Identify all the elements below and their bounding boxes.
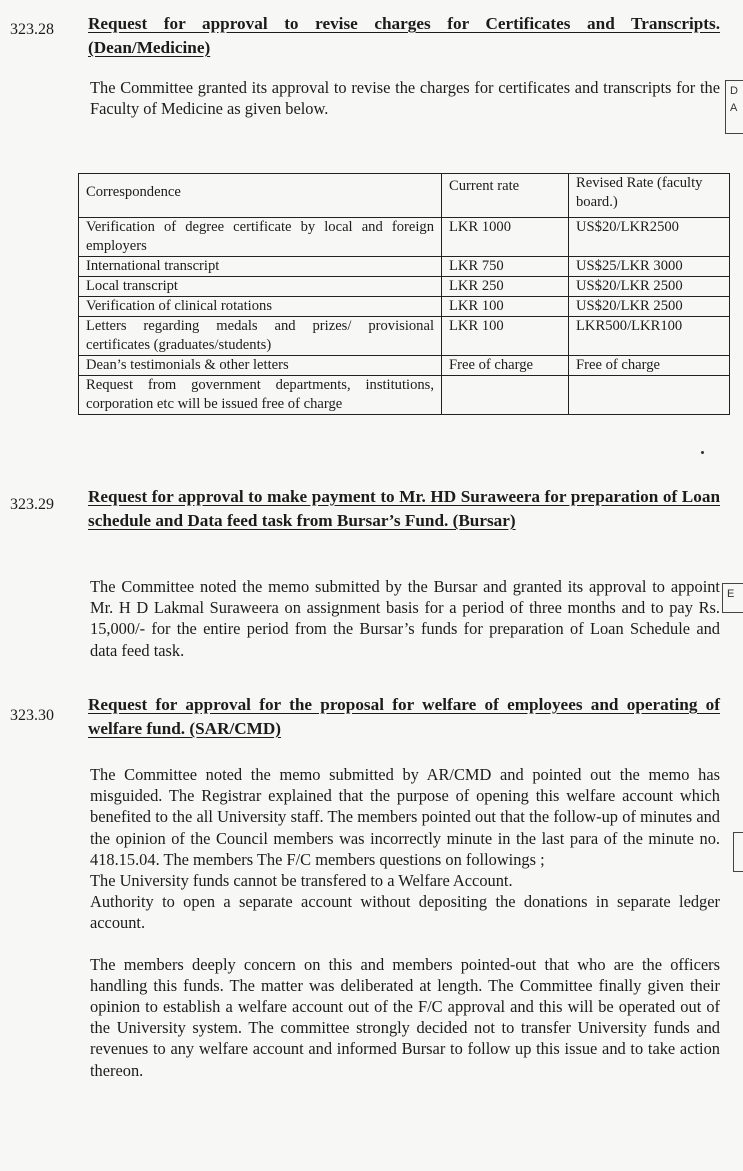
table-cell: LKR 100: [442, 297, 569, 317]
section-number: 323.29: [10, 496, 54, 513]
margin-note: [725, 80, 743, 134]
table-cell: [569, 376, 730, 415]
section-paragraph: [90, 77, 720, 119]
speck-mark: [701, 451, 704, 454]
table-cell: LKR500/LKR100: [569, 317, 730, 356]
table-cell: LKR 100: [442, 317, 569, 356]
margin-note-text: A: [730, 102, 738, 114]
margin-note-text: D: [730, 85, 738, 97]
table-cell: Request from government departments, institutions, corporation etc will be issued free of charge: [79, 376, 442, 415]
charges-table: [78, 173, 730, 415]
table-cell: Verification of clinical rotations: [79, 297, 442, 317]
section-heading: Request for approval for the proposal for welfare of employees and operating of welfare fund. (SAR/CMD): [88, 695, 720, 738]
table-cell: US$25/LKR 3000: [569, 257, 730, 277]
paragraph-text: The members deeply concern on this and members pointed-out that who are the officers handling this funds. The matter was deliberated at length. The Committee finally given their opinion to establish a welfare account out of the F/C approval and this will be operated out of the University system. The committee strongly decided not to transfer University funds and revenues to any welfare account and informed Bursar to follow up this issue and to take action thereon.: [90, 954, 720, 1080]
section-paragraph: [90, 576, 720, 661]
table-cell: LKR 750: [442, 257, 569, 277]
table-row: [79, 376, 730, 415]
section-heading: Request for approval to make payment to Mr. HD Suraweera for preparation of Loan schedule and Data feed task from Bursar’s Fund. (Bursar): [88, 487, 720, 530]
table-cell: US$20/LKR 2500: [569, 277, 730, 297]
table-row: [79, 277, 730, 297]
table-cell: LKR 1000: [442, 218, 569, 257]
table-cell: Dean’s testimonials & other letters: [79, 356, 442, 376]
paragraph-text: Authority to open a separate account without depositing the donations in separate ledger account.: [90, 892, 720, 933]
table-cell: Free of charge: [442, 356, 569, 376]
table-cell: International transcript: [79, 257, 442, 277]
table-row: [79, 218, 730, 257]
margin-note: [733, 832, 743, 872]
table-cell: LKR 250: [442, 277, 569, 297]
table-row: [79, 257, 730, 277]
margin-note: [722, 583, 743, 613]
section-heading: Request for approval to revise charges for Certificates and Transcripts. (Dean/Medicine): [88, 14, 720, 57]
table-cell: Letters regarding medals and prizes/ provisional certificates (graduates/students): [79, 317, 442, 356]
column-header: Correspondence: [79, 174, 442, 218]
paragraph-gap: [90, 934, 720, 954]
table-cell: US$20/LKR2500: [569, 218, 730, 257]
table-cell: Verification of degree certificate by local and foreign employers: [79, 218, 442, 257]
table-cell: US$20/LKR 2500: [569, 297, 730, 317]
paragraph-text: The Committee noted the memo submitted by the Bursar and granted its approval to appoint Mr. H D Lakmal Suraweera on assignment basis for a period of three months and to pay Rs. 15,000/- for the entire period from the Bursar’s funds for preparation of Loan Schedule and data feed task.: [90, 577, 720, 660]
paragraph-text: The Committee noted the memo submitted by AR/CMD and pointed out the memo has misguided. The Registrar explained that the purpose of opening this welfare account which benefited to the all University staff. The members pointed out that the follow-up of minutes and the opinion of the Council members was incorrectly minute in the last para of the minute no. 418.15.04. The members The F/C members questions on followings ;: [90, 765, 720, 869]
section-number: 323.30: [10, 707, 54, 724]
column-header: Current rate: [442, 174, 569, 218]
table-row: [79, 356, 730, 376]
section-number: 323.28: [10, 21, 54, 38]
table-cell: [442, 376, 569, 415]
paragraph-text: The Committee granted its approval to revise the charges for certificates and transcripts for the Faculty of Medicine as given below.: [90, 78, 720, 119]
table-cell: Local transcript: [79, 277, 442, 297]
table-row: [79, 297, 730, 317]
margin-note-text: E: [727, 588, 735, 600]
column-header: Revised Rate (faculty board.): [569, 174, 730, 218]
paragraph-text: The University funds cannot be transfered to a Welfare Account.: [90, 871, 513, 891]
table-header-row: [79, 174, 730, 218]
table-row: [79, 317, 730, 356]
section-paragraph: [90, 764, 720, 1081]
table-cell: Free of charge: [569, 356, 730, 376]
